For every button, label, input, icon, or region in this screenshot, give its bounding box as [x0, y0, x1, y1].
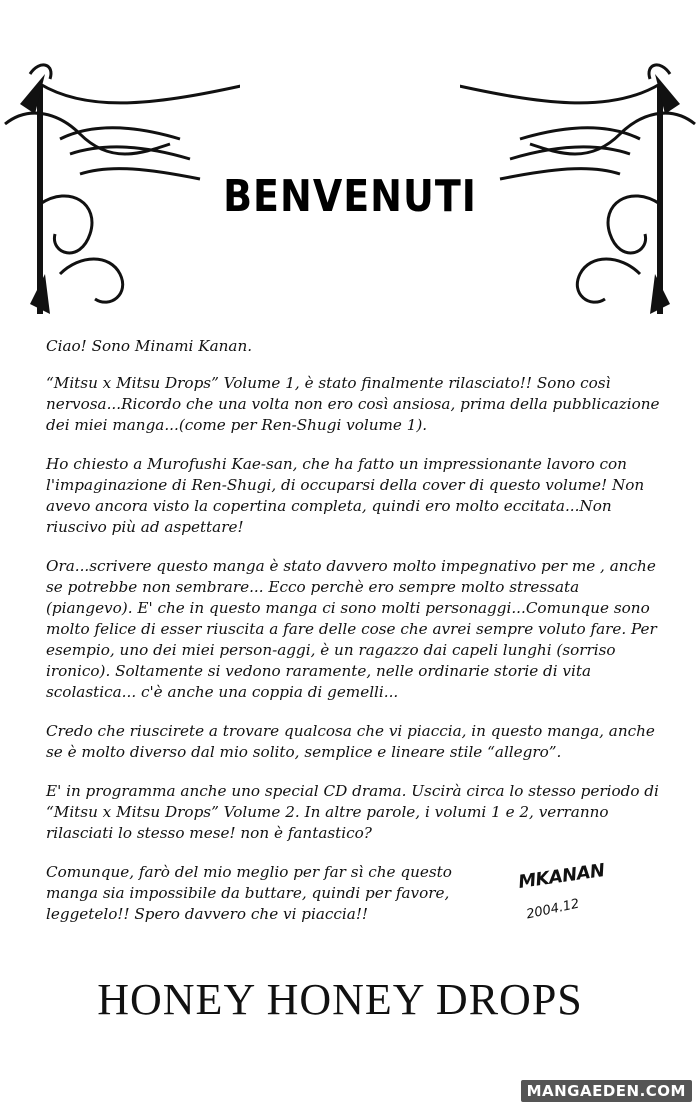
- letter-greeting: Ciao! Sono Minami Kanan.: [46, 337, 253, 355]
- letter-paragraph-3: Ora...scrivere questo manga è stato davvero molto impegnativo per me , anche se potrebbe non sembrare... Ecco perchè ero sempre molto stressata (piangevo). E' che in questo manga ci sono molti personaggi...Comunque sono molto felice di esser riuscita a fare delle cose che avrei sempre voluto fare. Per esempio, uno dei miei person-aggi, è un ragazzo dai capeli lunghi (sorriso ironico). Soltamente si vedono raramente, nelle ordinarie storie di vita scolastica... c'è anche una coppia di gemelli...: [46, 557, 657, 701]
- author-signature: [512, 858, 622, 938]
- letter-closing: Comunque, farò del mio meglio per far sì che questo manga sia impossibile da buttare, quindi per favore, leggetelo!! Spero davvero che vi piaccia!!: [46, 863, 452, 923]
- site-watermark: MANGAEDEN.COM: [521, 1080, 692, 1102]
- letter-body: [46, 336, 666, 943]
- letter-paragraph-2: Ho chiesto a Murofushi Kae-san, che ha fatto un impressionante lavoro con l'impaginazione di Ren-Shugi, di occuparsi della cover di questo volume! Non avevo ancora visto la copertina completa, quindi ero molto eccitata...Non riuscivo più ad aspettare!: [46, 455, 645, 536]
- letter-paragraph-5: E' in programma anche uno special CD drama. Uscirà circa lo stesso periodo di “Mitsu x Mitsu Drops” Volume 2. In altre parole, i volumi 1 e 2, verranno rilasciati lo stesso mese! non è fantastico?: [46, 782, 659, 842]
- signature-date: 2004.12: [525, 896, 581, 923]
- signature-name: MKANAN: [516, 860, 606, 893]
- series-title: HONEY HONEY DROPS: [97, 975, 583, 1024]
- letter-paragraph-1: “Mitsu x Mitsu Drops” Volume 1, è stato finalmente rilasciato!! Sono così nervosa...Ricordo che una volta non ero così ansiosa, prima della pubblicazione dei miei manga...(come per Ren-Shugi volume 1).: [46, 374, 660, 434]
- page-title: BENVENUTI: [223, 170, 477, 222]
- letter-paragraph-4: Credo che riuscirete a trovare qualcosa che vi piaccia, in questo manga, anche se è molto diverso dal mio solito, semplice e lineare stile “allegro”.: [46, 722, 655, 761]
